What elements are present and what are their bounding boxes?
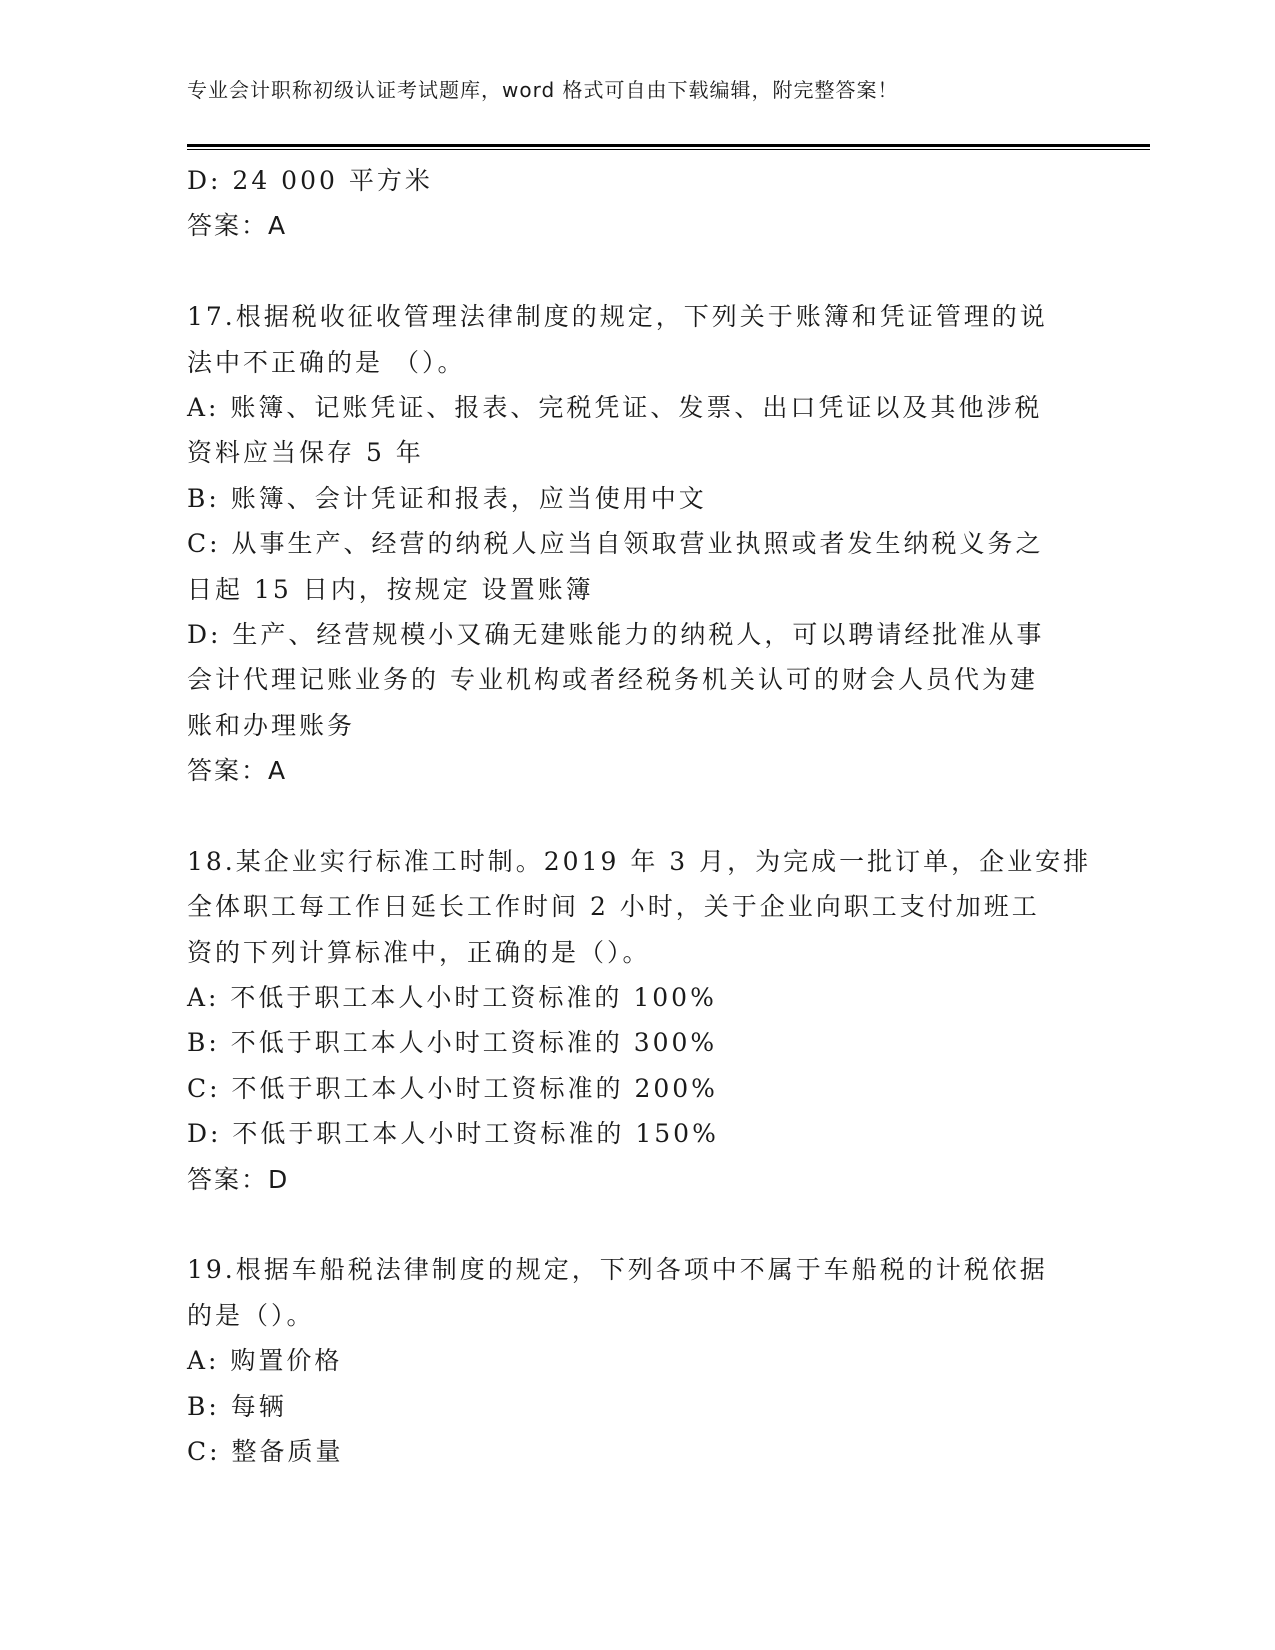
header-rule-thin — [187, 149, 1150, 150]
option-d: D: 生产、经营规模小又确无建账能力的纳税人，可以聘请经批准从事 — [187, 619, 1045, 649]
question-16-tail — [187, 158, 1087, 249]
question-stem: 资的下列计算标准中，正确的是（）。 — [187, 937, 651, 967]
option-d: 账和办理账务 — [187, 710, 356, 740]
question-stem: 18.某企业实行标准工时制。2019 年 3 月，为完成一批订单，企业安排 — [187, 846, 1092, 876]
answer: 答案：D — [187, 1164, 290, 1194]
page-header: 专业会计职称初级认证考试题库，word 格式可自由下载编辑，附完整答案！ — [187, 78, 899, 102]
option-a: A: 不低于职工本人小时工资标准的 100% — [187, 983, 717, 1013]
question-content — [187, 158, 1092, 1474]
option-b: B: 不低于职工本人小时工资标准的 300% — [187, 1028, 718, 1058]
question-18 — [187, 839, 1092, 1202]
option-b: B: 每辆 — [187, 1391, 287, 1421]
question-stem: 的是（）。 — [187, 1300, 315, 1330]
option-c: C: 不低于职工本人小时工资标准的 200% — [187, 1073, 718, 1103]
answer: 答案：A — [187, 756, 288, 786]
header-rule-thick — [187, 144, 1150, 147]
option-d: 会计代理记账业务的 专业机构或者经税务机关认可的财会人员代为建 — [187, 665, 1038, 695]
option-c: C: 从事生产、经营的纳税人应当自领取营业执照或者发生纳税义务之 — [187, 529, 1044, 559]
spacer — [187, 1202, 1087, 1247]
answer: 答案：A — [187, 211, 288, 241]
option-a: A: 购置价格 — [187, 1346, 343, 1376]
question-stem: 法中不正确的是 （）。 — [187, 347, 466, 377]
option-c: 日起 15 日内，按规定 设置账簿 — [187, 574, 594, 604]
question-19 — [187, 1247, 1087, 1474]
spacer — [187, 249, 1087, 294]
question-17 — [187, 294, 1087, 793]
option-a: A: 账簿、记账凭证、报表、完税凭证、发票、出口凭证以及其他涉税 — [187, 392, 1043, 422]
spacer — [187, 793, 1087, 838]
option-a: 资料应当保存 5 年 — [187, 438, 424, 468]
question-stem: 17.根据税收征收管理法律制度的规定，下列关于账簿和凭证管理的说 — [187, 302, 1048, 332]
option-d: D: 24 000 平方米 — [187, 166, 433, 195]
option-b: B: 账簿、会计凭证和报表，应当使用中文 — [187, 483, 707, 513]
question-stem: 全体职工每工作日延长工作时间 2 小时，关于企业向职工支付加班工 — [187, 892, 1040, 922]
option-c: C: 整备质量 — [187, 1436, 344, 1466]
question-stem: 19.根据车船税法律制度的规定，下列各项中不属于车船税的计税依据 — [187, 1255, 1048, 1285]
option-d: D: 不低于职工本人小时工资标准的 150% — [187, 1119, 719, 1149]
